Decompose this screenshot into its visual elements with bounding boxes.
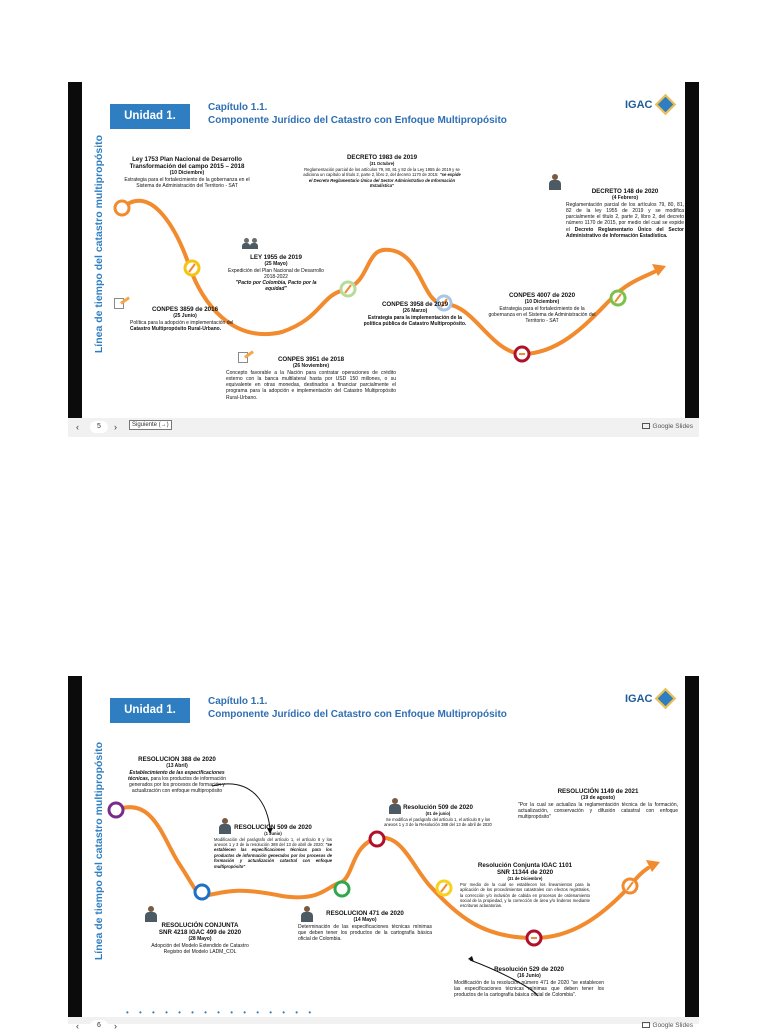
block-conpes4007 — [486, 292, 598, 324]
side-title: Línea de tiempo del catastro multipropósito — [93, 741, 105, 961]
next-tooltip: Siguiente (→) — [129, 420, 172, 430]
block-desc: Modificación del parágrafo del artículo 1, el artículo 8 y los anexos 1 y 3 de la resolución 388 del 13 de abril de 2020: — [214, 836, 332, 848]
block-desc: Modificación de la resolución número 471 de 2020 "se establecen las especificaciones técnicas mínimas que deben tener los productos de la cartografía básica oficial de Colombia". — [454, 979, 604, 999]
block-desc: Reglamentación parcial de los artículos 79, 80, 81, 82 de la ley 1955 de 2019 y se modifica parcialmente el título 2, parte 2, libro 2, del decreto número 1170 de 2015, por medio del cual se expide el — [566, 201, 684, 233]
marker-res388 — [109, 803, 123, 817]
block-title: RESOLUCION 388 de 2020 — [138, 756, 216, 763]
viewer-edge-left — [68, 676, 82, 1024]
block-title-2: SNR 4218 IGAC 499 de 2020 — [158, 929, 242, 937]
marker-res4218 — [195, 885, 209, 899]
google-slides-link[interactable] — [642, 423, 693, 430]
block-desc: Estrategia para el fortalecimiento de la gobernanza en el Sistema de Administración del Territorio - SAT — [488, 305, 596, 325]
next-slide-icon[interactable]: › — [114, 422, 117, 432]
block-date: (28 Mayo) — [188, 936, 212, 943]
next-slide-icon[interactable]: › — [114, 1021, 117, 1031]
block-desc-bold: Catastro Multipropósito Rural-Urbano. — [130, 325, 222, 332]
block-date: (4 Febrero) — [611, 195, 639, 202]
slide-canvas — [82, 676, 685, 1024]
block-desc: Expedición del Plan Nacional de Desarrollo 2018-2022 — [228, 267, 324, 280]
marker-ley1753 — [115, 201, 129, 215]
google-slides-label: Google Slides — [652, 423, 693, 430]
google-slides-label: Google Slides — [652, 1022, 693, 1029]
block-date: (01 de junio) — [425, 811, 451, 817]
block-res509a — [214, 824, 332, 869]
block-decreto148 — [566, 188, 684, 239]
block-desc: "Por la cual se actualiza la reglamentación técnica de la formación, actualización, conservación y difusión catastral con enfoque multipropósito" — [518, 801, 678, 821]
block-desc: Estrategia para la implementación de la política pública de Catastro Multipropósito. — [363, 314, 467, 327]
block-date: (14 Mayo) — [353, 917, 377, 924]
block-title: Resolución Conjunta IGAC 1101 — [477, 862, 573, 869]
slides-toolbar — [68, 418, 699, 437]
document-pen-icon — [114, 296, 129, 309]
block-desc: Reglamentación parcial de los artículos 79, 80, 81 y 82 de la Ley 1955 de 2019 y se adiciona un capítulo al título 2, parte 2, libro 2, del decreto 1170 de 2015: — [303, 166, 460, 178]
marker-res509 — [370, 832, 384, 846]
block-desc-bold: Establecimiento de las especificaciones técnicas, — [127, 769, 225, 782]
logo-text: IGAC — [625, 99, 653, 111]
slide-viewer-1 — [68, 82, 699, 437]
unit-badge: Unidad 1. — [110, 698, 190, 723]
block-title: RESOLUCIÓN CONJUNTA — [161, 922, 239, 929]
block-res471 — [298, 910, 432, 942]
chapter-title: Capítulo 1.1. — [208, 696, 268, 707]
block-res509b — [382, 804, 494, 827]
slide-progress-dots: • • • • • • • • • • • • • • • — [126, 1008, 316, 1017]
block-conpes3859 — [130, 306, 240, 332]
slide-viewer-2 — [68, 676, 699, 1031]
block-title: CONPES 3958 de 2019 — [381, 301, 449, 308]
viewer-edge-right — [685, 676, 699, 1024]
person-icon — [548, 174, 562, 190]
unit-badge: Unidad 1. — [110, 104, 190, 129]
logo-text: IGAC — [625, 693, 653, 705]
block-date: (10 Diciembre) — [524, 299, 560, 306]
block-res1149 — [518, 788, 678, 820]
block-title: Resolución 529 de 2020 — [494, 966, 564, 973]
block-title: CONPES 3859 de 2016 — [151, 306, 219, 313]
block-desc: Se modifica el parágrafo del artículo 1, el artículo 8 y los anexos 1 y 3 de la Resolución 388 del 13 de abril de 2020 — [384, 816, 492, 828]
block-title: RESOLUCIÓN 1149 de 2021 — [557, 788, 639, 795]
block-desc-bold: Decreto Reglamentario Único del Sector Administrativo de Información Estadística. — [566, 226, 684, 239]
block-title: RESOLUCION 471 de 2020 — [326, 910, 404, 917]
chapter-title: Capítulo 1.1. — [208, 102, 268, 113]
block-desc: Adopción del Modelo Extendido de Catastro Registro del Modelo LADM_COL — [151, 942, 249, 955]
block-conpes3958 — [360, 301, 470, 327]
prev-slide-icon[interactable]: ‹ — [76, 1021, 79, 1031]
block-quote: "se expide el Decreto Reglamentario Único del Sector Administrativo de Información Estadística" — [308, 172, 461, 189]
block-date: (10 Diciembre) — [169, 170, 205, 177]
block-title: CONPES 3951 de 2018 — [277, 356, 345, 363]
component-title: Componente Jurídico del Catastro con Enfoque Multipropósito — [208, 709, 507, 720]
block-title: RESOLUCION 509 de 2020 — [234, 824, 312, 831]
block-desc: Estrategia para el fortalecimiento de la gobernanza en el Sistema de Administración del Territorio - SAT — [124, 176, 250, 189]
block-conpes3951 — [226, 356, 396, 401]
viewer-edge-left — [68, 82, 82, 437]
block-title-2: SNR 11344 de 2020 — [496, 869, 554, 877]
block-res4218 — [144, 922, 256, 955]
block-desc: para los productos de información generados por los procesos de formación y actualización con enfoque multipropósito — [129, 775, 227, 795]
block-date: (16 Junio) — [517, 973, 541, 980]
block-date: (26 Noviembre) — [292, 363, 330, 370]
prev-slide-icon[interactable]: ‹ — [76, 422, 79, 432]
block-title: Ley 1753 Plan Nacional de Desarrollo — [132, 156, 242, 163]
block-title: DECRETO 148 de 2020 — [591, 188, 659, 195]
marker-res471 — [335, 882, 349, 896]
slide-canvas — [82, 82, 685, 418]
block-desc: Determinación de las especificaciones técnicas mínimas que deben tener los productos de la cartografía básica oficial de Colombia. — [298, 923, 432, 943]
page-number[interactable]: 6 — [90, 1020, 108, 1032]
block-res529 — [454, 966, 604, 998]
block-date: (26 Marzo) — [402, 308, 428, 315]
block-date: (31 de Diciembre) — [507, 876, 543, 882]
block-date: (25 Junio) — [173, 313, 197, 320]
side-title: Línea de tiempo del catastro multipropósito — [93, 134, 105, 354]
block-date: (19 de agosto) — [581, 795, 615, 802]
page-number[interactable]: 5 — [90, 421, 108, 433]
viewer-edge-right — [685, 82, 699, 437]
block-title-2: Transformación del campo 2015 – 2018 — [129, 163, 245, 171]
person-icon — [144, 906, 158, 922]
block-date: (25 Mayo) — [264, 261, 288, 268]
component-title: Componente Jurídico del Catastro con Enfoque Multipropósito — [208, 115, 507, 126]
block-ley1753 — [122, 156, 252, 189]
google-slides-link[interactable] — [642, 1022, 693, 1029]
timeline-markers — [115, 201, 625, 361]
block-decreto1983 — [302, 154, 462, 189]
block-title: LEY 1955 de 2019 — [250, 254, 302, 261]
block-ley1955 — [228, 254, 324, 293]
block-title: CONPES 4007 de 2020 — [508, 292, 576, 299]
block-desc: Por medio de la cual se establecen los lineamientos para la aplicación de los procedimientos catastrales con efectos registrales, la corrección y/o inclusión de cabida en procesos de ordenamiento social de la propiedad, y la corrección de área y/o linderos mediante escrituras aclaratorias. — [460, 881, 590, 909]
block-desc: Concepto favorable a la Nación para contratar operaciones de crédito externo con la banca multilateral hasta por USD 150 millones, o su equivalente en otras monedas, destinados a financiar parcialmente el programa para la adopción e implementación del Catastro Multipropósito Rural-Urbano. — [226, 369, 396, 401]
block-date: (31 Octubre) — [369, 161, 395, 167]
block-res1101 — [460, 862, 590, 909]
group-icon — [242, 238, 260, 250]
slides-screen-icon — [642, 423, 650, 429]
block-quote: "Pacto por Colombia, Pacto por la equidad" — [235, 280, 317, 293]
block-title: Resolución 509 de 2020 — [403, 804, 473, 811]
slides-toolbar — [68, 1017, 699, 1031]
block-date: (13 Abril) — [166, 763, 188, 770]
block-quote: "se establecen las especificaciones técnicas para los productos de información generados por los procesos de formación y actualización catastral con enfoque multipropósito" — [214, 842, 332, 869]
block-res388 — [122, 756, 232, 795]
block-title: DECRETO 1983 de 2019 — [346, 154, 418, 161]
block-date: (1 Junio) — [264, 831, 282, 837]
block-desc: Política para la adopción e implementación del — [130, 319, 234, 326]
slides-screen-icon — [642, 1022, 650, 1028]
